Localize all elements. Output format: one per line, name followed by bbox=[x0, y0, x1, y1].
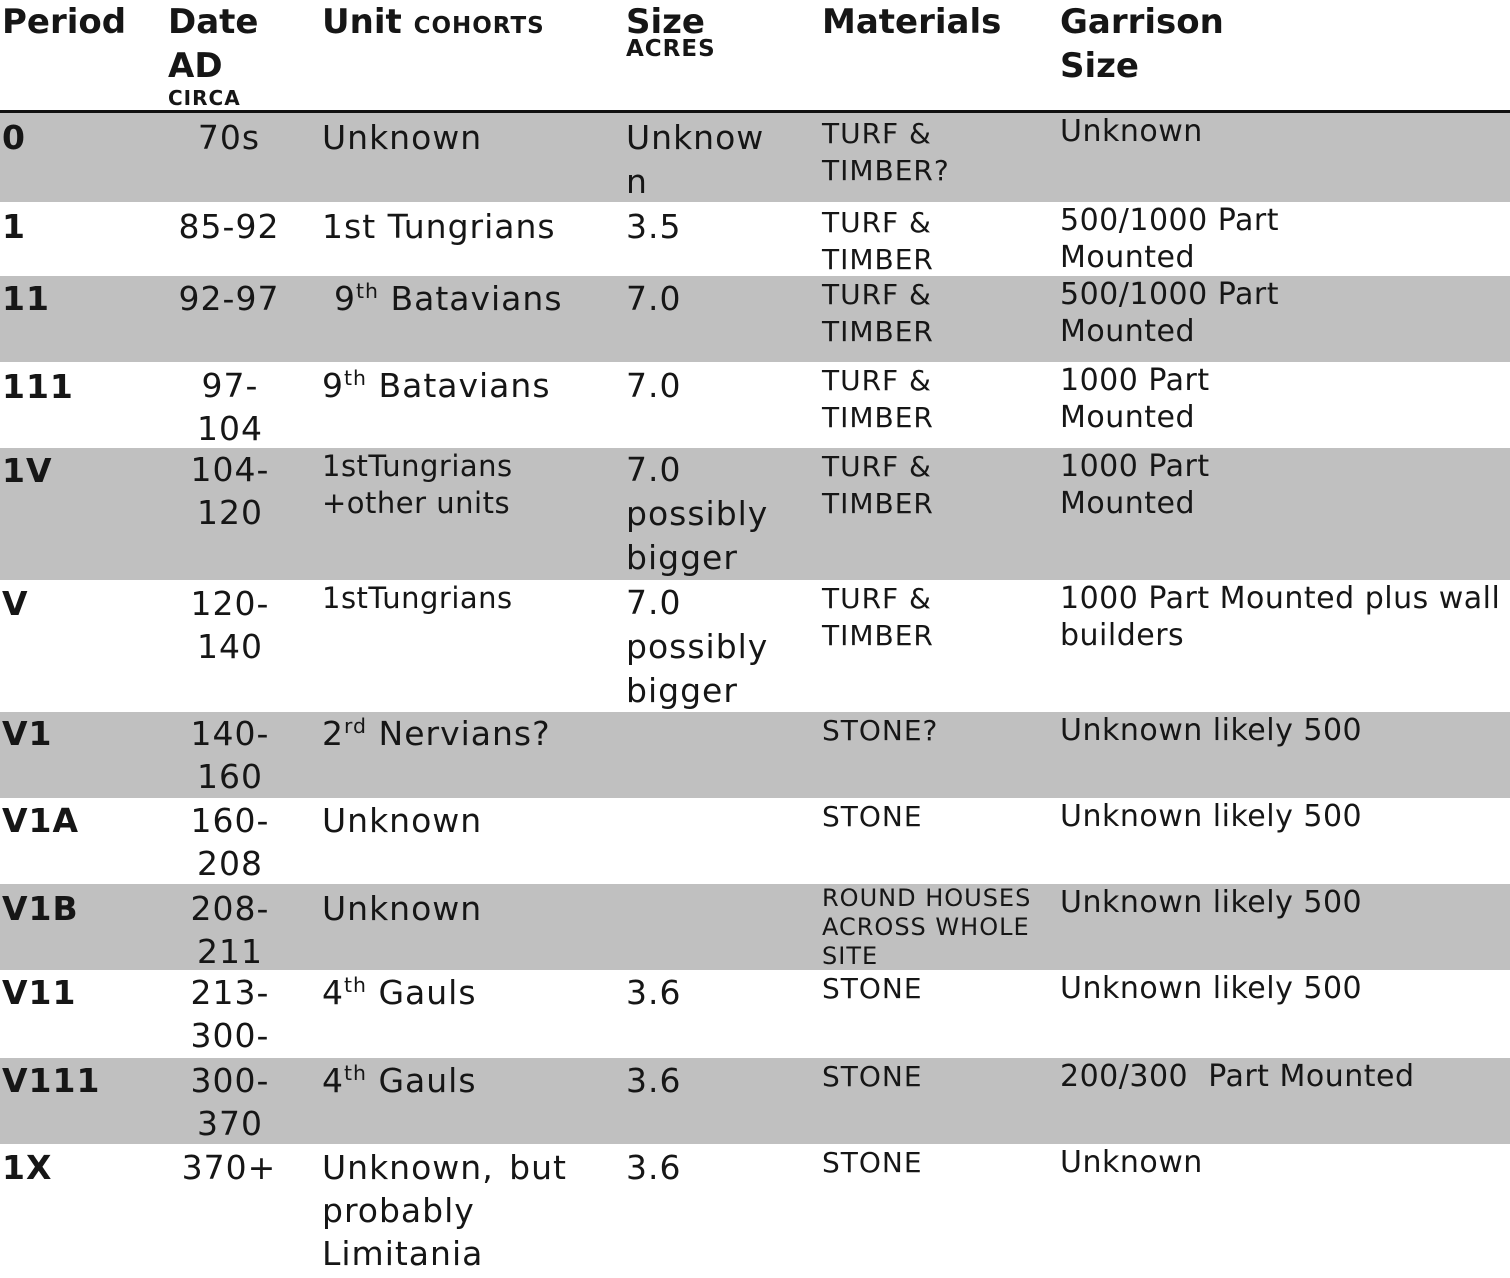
header-unit: Unit COHORTS bbox=[322, 2, 545, 42]
period-cell: 11 bbox=[2, 279, 50, 318]
header-garrison-size: Garrison Size bbox=[1060, 2, 1224, 86]
size-cell: 3.5 bbox=[626, 207, 682, 246]
materials-cell: STONE bbox=[822, 972, 923, 1005]
date-cell: 97-104 bbox=[197, 366, 263, 448]
size-cell: 3.6 bbox=[626, 973, 682, 1012]
garrison-cell: Unknown likely 500 bbox=[1060, 713, 1363, 748]
period-cell: 1 bbox=[2, 207, 26, 246]
garrison-cell: 1000 Part Mounted bbox=[1060, 363, 1210, 435]
date-cell: 120-140 bbox=[190, 584, 270, 666]
materials-cell: STONE bbox=[822, 800, 923, 833]
table-row bbox=[0, 1144, 1510, 1278]
period-cell: V1A bbox=[2, 801, 80, 840]
garrison-cell: 500/1000 Part Mounted bbox=[1060, 203, 1279, 275]
header-date: Date AD CIRCA bbox=[168, 2, 259, 110]
period-cell: V111 bbox=[2, 1061, 101, 1100]
table-row bbox=[0, 113, 1510, 202]
size-cell: 7.0 possibly bigger bbox=[626, 450, 769, 577]
garrison-cell: Unknown likely 500 bbox=[1060, 971, 1363, 1006]
size-cell: 3.6 bbox=[626, 1061, 682, 1100]
size-cell: 7.0 bbox=[626, 366, 682, 405]
size-cell: 7.0 bbox=[626, 279, 682, 318]
table-row bbox=[0, 1058, 1510, 1144]
materials-cell: TURF & TIMBER bbox=[822, 582, 934, 652]
materials-cell: STONE? bbox=[822, 714, 939, 747]
table-row bbox=[0, 970, 1510, 1058]
size-cell: 7.0 possibly bigger bbox=[626, 583, 769, 710]
period-cell: V1B bbox=[2, 889, 79, 928]
unit-cell: 1stTungrians bbox=[322, 581, 513, 615]
table-row bbox=[0, 202, 1510, 276]
table-row bbox=[0, 276, 1510, 362]
date-cell: 160-208 bbox=[190, 801, 270, 883]
unit-cell: 9th Batavians bbox=[322, 365, 551, 405]
garrison-cell: 200/300 Part Mounted bbox=[1060, 1059, 1415, 1094]
period-cell: 1X bbox=[2, 1148, 53, 1187]
date-cell: 140-160 bbox=[190, 714, 270, 796]
period-cell: 0 bbox=[2, 118, 26, 157]
header-materials: Materials bbox=[822, 2, 1002, 42]
period-cell: V11 bbox=[2, 973, 77, 1012]
size-cell: Unknown bbox=[626, 118, 765, 201]
garrison-cell: Unknown likely 500 bbox=[1060, 885, 1363, 920]
garrison-cell: 500/1000 Part Mounted bbox=[1060, 277, 1279, 349]
table-header bbox=[0, 0, 1510, 113]
unit-cell: 4th Gauls bbox=[322, 972, 477, 1012]
header-size: Size ACRES bbox=[626, 2, 716, 62]
garrison-cell: Unknown likely 500 bbox=[1060, 799, 1363, 834]
table-row bbox=[0, 448, 1510, 580]
date-cell: 104-120 bbox=[190, 450, 270, 532]
table-row bbox=[0, 580, 1510, 712]
table-row bbox=[0, 712, 1510, 798]
date-cell: 208-211 bbox=[190, 889, 270, 971]
unit-cell: 4th Gauls bbox=[322, 1060, 477, 1100]
table-row bbox=[0, 362, 1510, 448]
date-cell: 92-97 bbox=[178, 279, 280, 318]
table-row bbox=[0, 884, 1510, 970]
materials-cell: TURF & TIMBER? bbox=[822, 117, 950, 187]
materials-cell: TURF & TIMBER bbox=[822, 278, 934, 348]
unit-cell: 2rd Nervians? bbox=[322, 713, 551, 753]
materials-cell: TURF & TIMBER bbox=[822, 450, 934, 520]
date-cell: 300-370 bbox=[190, 1061, 270, 1143]
materials-cell: ROUND HOUSES ACROSS WHOLE SITE bbox=[822, 884, 1032, 970]
period-cell: V bbox=[2, 584, 29, 623]
date-cell: 213-300- bbox=[190, 973, 270, 1055]
date-cell: 370+ bbox=[181, 1148, 277, 1187]
period-cell: 1V bbox=[2, 451, 53, 490]
period-cell: V1 bbox=[2, 714, 53, 753]
materials-cell: STONE bbox=[822, 1146, 923, 1179]
unit-cell: 1st Tungrians bbox=[322, 207, 556, 246]
garrison-cell: 1000 Part Mounted plus wall builders bbox=[1060, 581, 1501, 653]
header-period: Period bbox=[2, 2, 127, 42]
materials-cell: TURF & TIMBER bbox=[822, 206, 934, 276]
unit-cell: 9th Batavians bbox=[334, 278, 563, 318]
garrison-cell: Unknown bbox=[1060, 114, 1203, 149]
unit-cell: Unknown, but probably Limitania bbox=[322, 1148, 567, 1273]
materials-cell: STONE bbox=[822, 1060, 923, 1093]
unit-cell: Unknown bbox=[322, 801, 483, 840]
unit-cell: Unknown bbox=[322, 118, 483, 157]
size-cell: 3.6 bbox=[626, 1148, 682, 1187]
date-cell: 70s bbox=[197, 118, 261, 157]
garrison-cell: 1000 Part Mounted bbox=[1060, 449, 1210, 521]
materials-cell: TURF & TIMBER bbox=[822, 364, 934, 434]
garrison-cell: Unknown bbox=[1060, 1145, 1203, 1180]
unit-cell: 1stTungrians +other units bbox=[322, 449, 513, 520]
date-cell: 85-92 bbox=[178, 207, 280, 246]
unit-cell: Unknown bbox=[322, 889, 483, 928]
period-cell: 111 bbox=[2, 367, 74, 406]
table-row bbox=[0, 798, 1510, 884]
